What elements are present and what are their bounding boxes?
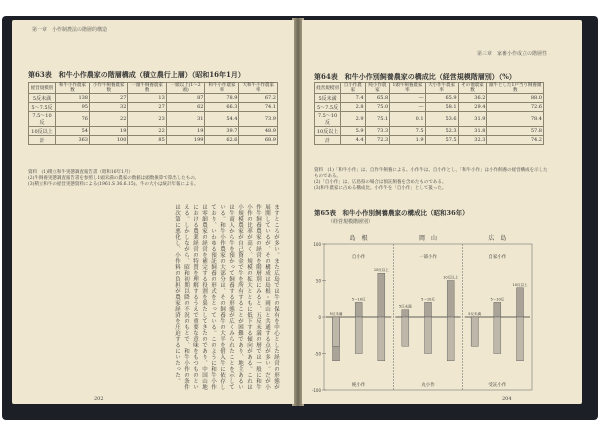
left-table-header-cell: 一頭牛飼養農家数 (128, 83, 166, 94)
right-table-cell: 4.4 (341, 136, 365, 145)
panel-lower-label: 受託小作 (488, 383, 507, 388)
left-table-header-cell: 経営規模別 (29, 83, 56, 94)
left-table-header-cell: 和牛小作農家率 (205, 83, 239, 94)
left-table-header-cell: 和牛小作農家数 (55, 83, 89, 94)
left-table-cell: 19 (166, 127, 205, 136)
right-table-cell: 5～7.5反 (315, 103, 341, 112)
left-table-row (29, 103, 278, 112)
panel-lower-label: 純小作 (351, 383, 366, 388)
right-table-cell: 2.9 (341, 112, 365, 127)
bar-lower (378, 317, 385, 361)
right-table-cell: 74.2 (487, 136, 544, 145)
y-tick-label: -50 (314, 351, 321, 357)
right-table-cell: 52.3 (425, 127, 458, 136)
left-table-cell: 62 (166, 103, 205, 112)
right-table-cell: 計 (315, 136, 341, 145)
right-table-cell: 7.5～10反 (315, 112, 341, 127)
left-table-title: 第63表 和牛小作農家の階層構成（積立農行上層）（昭和16年1月） (28, 70, 245, 79)
right-table-cell: 65.9 (425, 94, 458, 103)
right-table-cell: 31.8 (458, 127, 487, 136)
left-table-cell: 13 (128, 94, 166, 103)
left-table-cell: 68.9 (239, 136, 278, 145)
right-table-cell: 7.5 (390, 127, 425, 136)
left-table-cell: 78.9 (205, 94, 239, 103)
right-page-number: 204 (502, 396, 512, 402)
bar-category-label: 5～10反 (421, 297, 435, 302)
bar-category-label: 10反以上 (512, 282, 528, 287)
bar (494, 302, 501, 317)
right-table-row (315, 127, 544, 136)
right-table-note (314, 168, 550, 192)
left-table-cell: 23 (128, 112, 166, 127)
bar-lower (447, 317, 454, 361)
left-table-cell: 62.6 (205, 136, 239, 145)
right-table-cell: — (390, 103, 425, 112)
panel-name: 岡 山 (418, 235, 438, 242)
note-line: 資料 (1)「和牛小作」は、自作牛飼養による。小作牛は、自小作とし、「和牛小作」は小作飼養の経営構成を示したものである。 (314, 168, 548, 179)
right-table-cell: 75.0 (365, 103, 390, 112)
bar-lower (333, 317, 340, 346)
bar-category-label: 10反以上 (373, 268, 389, 273)
right-table-cell: 10反以上 (315, 127, 341, 136)
left-table-cell: 100 (89, 136, 127, 145)
bar-lower (494, 317, 501, 354)
left-table-cell: 5反未満 (29, 94, 56, 103)
bar-lower (471, 317, 478, 346)
bar-category-label: 5～10反 (351, 297, 366, 302)
bar-lower (355, 317, 362, 354)
left-table-header-cell: 大和牛小作農家率 (239, 83, 278, 94)
right-table-header-cell: 自小作農家 (341, 83, 365, 94)
left-table-cell: 54.4 (205, 112, 239, 127)
right-table-cell: 31.9 (458, 112, 487, 127)
y-tick-label: 50 (315, 278, 321, 284)
left-table-row (29, 112, 278, 127)
right-table-cell: 5反未満 (315, 94, 341, 103)
right-table-cell: 53.6 (425, 112, 458, 127)
y-tick-label: 100 (313, 242, 321, 247)
y-tick-label: 0 (318, 315, 321, 320)
note-line: (3)積立和牛の経営実態資料による(1961.S 36.6.15)。牛の大小は統計年報による。 (28, 182, 199, 187)
panel-upper-label: 自家小作 (488, 255, 507, 260)
bar (355, 302, 362, 317)
left-table-header-cell: 一頭以上(1～2頭) (166, 83, 205, 94)
note-line: (2)「自小作」は、広島県の場合は預託飼養を含めたものである。 (314, 180, 447, 185)
bar-lower (517, 317, 524, 361)
left-table-cell: 95 (55, 103, 89, 112)
left-table-header-cell: 小作牛飼養農家数 (89, 83, 127, 94)
left-table-cell: 22 (128, 127, 166, 136)
right-table-header-cell: 大小作牛農家率 (425, 83, 458, 94)
bar (447, 281, 454, 318)
right-table-header-cell: 頭牛とした1戸当り飼養頭数 (487, 83, 544, 94)
left-table-row (29, 136, 278, 145)
right-table-cell: 1.9 (390, 136, 425, 145)
bar (378, 273, 385, 317)
right-table-cell: 0.1 (390, 112, 425, 127)
note-line: (3)和牛農家に占める構成比。小作牛を「自小作」として扱った。 (314, 186, 447, 191)
left-table-cell: 363 (55, 136, 89, 145)
y-tick-label: -100 (311, 388, 321, 393)
right-table-cell: 58.1 (425, 103, 458, 112)
right-table-header-cell: その他農家数 (458, 83, 487, 94)
right-table-cell: 29.4 (458, 103, 487, 112)
right-table-cell: 36.2 (458, 94, 487, 103)
left-page (12, 20, 294, 404)
right-page (302, 20, 582, 404)
right-table-cell: — (390, 94, 425, 103)
left-body-text: ますところが多い。また広島では牛の保有を中心とした経営の形態が展開しているが、その構成は島根・岡山と共通する点が多い。だが小作牛飼養農家の経営を階層別にみると、五反未満の層では一般に和牛小作の比率が高く、規模の拡大とともに低下する傾向がある。これは小規模農家が自己資金で牛を所有することが困難であり、地主あるいは牛商人から牛を預かって飼養する形態が広くみられたことを示している。和牛小作農家の大部分は、その飼養牛の大半を借入牛に依存しており、いわゆる預託飼養の形式をとっている。このように和牛小作は零細農家の経営を補完する役割を果たしてきたのであり、中国山地における農業経営の特質を理解するうえで重要な意味をもつものといえる。しかしながら、昭和初期以降の不況のもとで、和牛小作の条件は次第に悪化し、小作料の負担が農家経済を圧迫するにいたった。 (174, 204, 279, 390)
right-table-header-cell: 純小作農家 (365, 83, 390, 94)
right-table-cell: 72.6 (487, 103, 544, 112)
panel-name: 島 根 (349, 235, 368, 242)
chart-subtitle: （経営規模階層別） (328, 219, 374, 225)
note-line: (2)牛飼養実態調査報告書を参照し1頭未満の農家の数値は頭数換算で算出したもの。 (28, 176, 200, 181)
right-table-row (315, 94, 544, 103)
bar-category-label: 5反未満 (329, 312, 343, 316)
panel-lower-label: 丸小作 (421, 383, 435, 388)
left-table-cell: 19 (89, 127, 127, 136)
left-table-cell: 7.5～10反 (29, 112, 56, 127)
left-table-cell: 22 (89, 112, 127, 127)
left-table-note (28, 170, 280, 188)
panel-upper-label: 自小作 (351, 255, 366, 260)
right-table-row (315, 136, 544, 145)
left-table-cell: 10反以上 (29, 127, 56, 136)
left-table-cell: 76 (55, 112, 89, 127)
right-table-title: 第64表 和牛小作別飼養農家の構成比（経営規模階層別）（%） (314, 72, 516, 81)
right-table-cell: 5.9 (341, 127, 365, 136)
panel-name: 広 島 (488, 235, 507, 242)
right-running-header: 第三章 家畜小作成立の階層性 (477, 51, 548, 57)
left-table-row (29, 127, 278, 136)
bar-lower (402, 317, 409, 346)
bar-category-label: 10反以上 (443, 275, 459, 280)
right-table-header-cell: 経営規模別 (315, 83, 341, 94)
left-table-cell: 5～7.5反 (29, 103, 56, 112)
right-table-cell: 2.8 (341, 103, 365, 112)
right-table-cell: 32.3 (458, 136, 487, 145)
note-line: 資料 (1)積立和牛実態調査報告書（昭和16年1月） (28, 170, 133, 175)
bar-lower (425, 317, 432, 354)
panel-upper-label: 一部小作 (419, 255, 437, 260)
right-table-cell: 57.8 (487, 127, 544, 136)
right-table-cell: 75.1 (365, 112, 390, 127)
left-table-cell: 27 (128, 103, 166, 112)
left-table-cell: 74.1 (239, 103, 278, 112)
bar-category-label: 5反未満 (468, 312, 482, 316)
right-table-cell: 65.8 (365, 94, 390, 103)
right-table-cell: 57.5 (425, 136, 458, 145)
left-table-cell: 計 (29, 136, 56, 145)
left-table-row (29, 94, 278, 103)
left-table-cell: 199 (166, 136, 205, 145)
left-data-table (28, 82, 278, 145)
left-table-cell: 54 (55, 127, 89, 136)
bar (402, 310, 409, 317)
right-table-cell: 7.4 (341, 94, 365, 103)
bar-category-label: 5～10反 (490, 297, 505, 302)
bar-category-label: 5反未満 (398, 304, 412, 309)
bar-chart (311, 230, 538, 396)
left-table-header-row (29, 83, 278, 94)
left-table-cell: 66.3 (205, 103, 239, 112)
left-table-cell: 27 (89, 94, 127, 103)
left-table-cell: 85 (128, 136, 166, 145)
left-table-cell: 39.7 (205, 127, 239, 136)
left-table-cell: 138 (55, 94, 89, 103)
right-data-table (314, 82, 544, 145)
left-running-header: 第一章 小作制農法の階層的構造 (32, 27, 108, 33)
right-table-header-cell: 1頭牛飼養農家率 (390, 83, 425, 94)
right-table-cell: 88.0 (487, 94, 544, 103)
left-table-cell: 32 (89, 103, 127, 112)
right-table-header-row (315, 83, 544, 94)
right-table-cell: 73.3 (365, 127, 390, 136)
left-table-cell: 87 (166, 94, 205, 103)
right-table-row (315, 112, 544, 127)
right-table-cell: 78.4 (487, 112, 544, 127)
bar (517, 288, 524, 317)
left-table-cell: 73.9 (239, 112, 278, 127)
left-table-cell: 48.9 (239, 127, 278, 136)
left-page-number: 202 (94, 396, 104, 402)
left-table-cell: 31 (166, 112, 205, 127)
right-table-row (315, 103, 544, 112)
left-table-cell: 67.2 (239, 94, 278, 103)
chart-title: 第65表 和牛小作別飼養農家の構成比（昭和36年） (314, 209, 469, 217)
right-table-cell: 72.3 (365, 136, 390, 145)
bar (425, 302, 432, 317)
